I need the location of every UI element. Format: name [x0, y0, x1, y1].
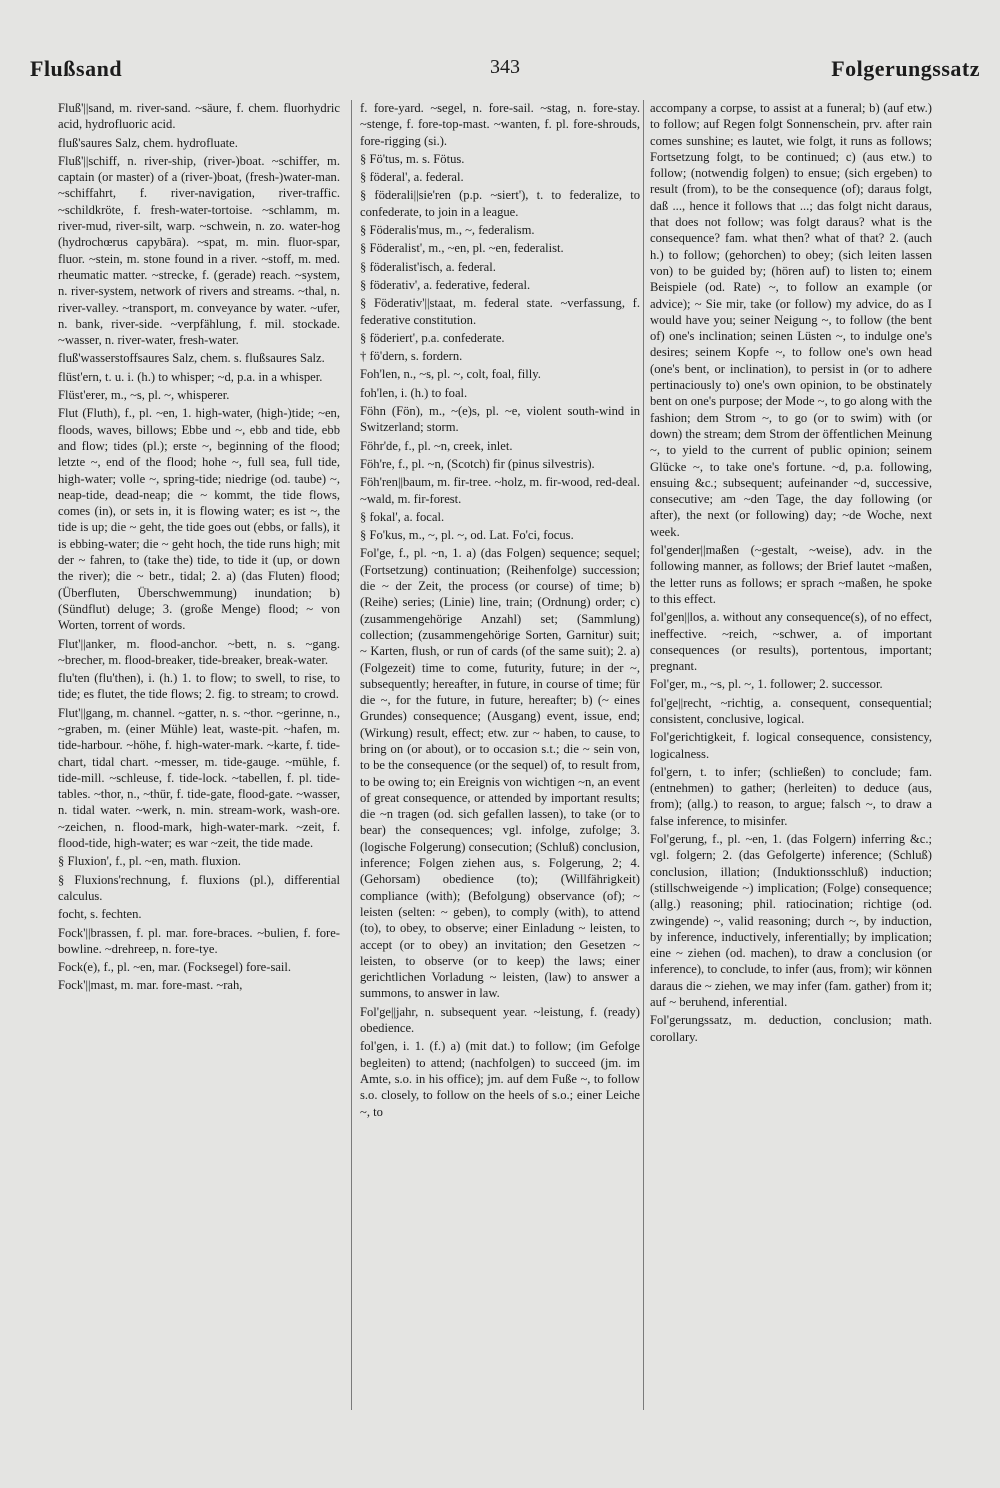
- dictionary-entry: § föderal', a. federal.: [360, 170, 464, 185]
- dictionary-entry: Fock'||mast, m. mar. fore-mast. ~rah,: [58, 978, 243, 993]
- dictionary-entry: Foh'len, n., ~s, pl. ~, colt, foal, filly.: [360, 367, 541, 382]
- dictionary-entry: Fol'ge||jahr, n. subsequent year. ~leistung, f. (ready) obedience.: [360, 1004, 640, 1036]
- dictionary-entry: § Fö'tus, m. s. Fötus.: [360, 151, 465, 166]
- dictionary-entry: § Fo'kus, m., ~, pl. ~, od. Lat. Fo'ci, focus.: [360, 528, 574, 543]
- dictionary-entry: flu'ten (flu'then), i. (h.) 1. to flow; to swell, to rise, to tide; es flutet, the tide flows; 2. fig. to stream; to crowd.: [58, 671, 340, 702]
- dictionary-entry: Flüst'erer, m., ~s, pl. ~, whisperer.: [58, 388, 230, 403]
- dictionary-column-2: [360, 100, 640, 1470]
- dictionary-entry: Flut (Fluth), f., pl. ~en, 1. high-water, (high-)tide; ~en, floods, waves, billows; Ebbe und ~, ebb and tide, ebb and flow; tides (pl.); erste ~, beginning of the flood; letzte ~, end of the flood; hohe ~, full sea, full tide, high-water; volle ~, spring-tide; niedrige (od. taube) ~, neap-tide, dead-neap; die ~ kommt, the tide flows, comes (in), or sets in, it is flowing water; es ist ~, the tide is up; die ~ geht, the tide goes out (ebbs, or falls), it is ebbing-water; die ~ geht hoch, the tide runs high; mit der ~ fahren, to (take the) tide, to tide it (up, or down the river); die ~ betr., tidal; 2. a) (das Fluten) flood; (Überfluten, Überschwemmung) inundation; b) (Sündflut) deluge; 3. (große Menge) flood; ~ von Worten, torrent of words.: [58, 406, 340, 633]
- dictionary-entry: † fö'dern, s. fordern.: [360, 349, 463, 364]
- dictionary-entry: foh'len, i. (h.) to foal.: [360, 385, 468, 400]
- dictionary-entry: f. fore-yard. ~segel, n. fore-sail. ~stag, n. fore-stay. ~stenge, f. fore-top-mast. ~wanten, f. pl. fore-shrouds, fore-rigging (si.).: [360, 101, 640, 148]
- dictionary-entry: Fol'gerichtigkeit, f. logical consequence, consistency, logicalness.: [650, 730, 932, 761]
- dictionary-column-3: [650, 100, 932, 1470]
- dictionary-entry: § Fluxions'rechnung, f. fluxions (pl.), differential calculus.: [58, 872, 340, 903]
- dictionary-entry: § föderativ', a. federative, federal.: [360, 277, 531, 292]
- dictionary-entry: Fol'ger, m., ~s, pl. ~, 1. follower; 2. successor.: [650, 677, 883, 692]
- dictionary-column-1: [58, 100, 340, 1470]
- dictionary-entry: Fol'gerungssatz, m. deduction, conclusion; math. corollary.: [650, 1013, 932, 1044]
- dictionary-entry: § föderalist'isch, a. federal.: [360, 259, 496, 274]
- dictionary-entry: fol'gen||los, a. without any consequence(s), of no effect, ineffective. ~reich, ~schwer, a. of important consequences (or results), portentous, important; pregnant.: [650, 610, 932, 674]
- dictionary-entry: § Föderalis'mus, m., ~, federalism.: [360, 223, 535, 238]
- column-divider: [351, 100, 352, 1410]
- dictionary-entry: Fluß'||schiff, n. river-ship, (river-)boat. ~schiffer, m. captain (or master) of a (river-)boat, (fresh-)water-man. ~schiffahrt, f. river-navigation, river-traffic. ~schildkröte, f. fresh-water-tortoise. ~schlamm, m. river-mud, river-silt, warp. ~schwein, n. zo. water-hog (hydrochœrus capybāra). ~spat, m. min. fluor-spar, fluor. ~stein, m. stone found in a river. ~stoff, m. med. rheumatic matter. ~strecke, f. (gerade) reach. ~system, n. river-system, network of rivers and streams. ~thal, n. river-valley. ~transport, m. conveyance by water. ~ufer, n. bank, river-side. ~verpfählung, f. mil. stockade. ~wasser, n. river-water, fresh-water.: [58, 153, 340, 348]
- dictionary-entry: Fol'ge, f., pl. ~n, 1. a) (das Folgen) sequence; sequel; (Fortsetzung) continuation; (Reihenfolge) succession; die ~ der Zeit, the process (or course) of time; b) (Reihe) series; (Linie) line, train; (Ordnung) order; c) (zusammengehörige Anzahl) set; (Sammlung) collection; (zusammengehörige Sorten, Garnitur) suit; ~ Karten, flush, or run of cards (of the same suit); 2. a) (Folgezeit) time to come, futurity, future; in der ~, subsequently; hereafter, in future, in course of time; für die ~, for the future, in future, hereafter; b) (~ eines Grundes) consequence; (Ausgang) event, issue, end; (Wirkung) result, effect; etw. zur ~ haben, to cause, to bring on (or about), or to occasion s.t.; die ~ sein von, to be the consequence (or the sequel) of, to result from, to be owing to; ein Ereignis von wichtigen ~n, an event of great consequence, or attended by important results; die ~n tragen (od. sich gefallen lassen), to take (or to bear) the consequences; vgl. infolge, zufolge; 3. (logische Folgerung) consecution; (Schluß) conclusion, inference; Folgen ziehen aus, s. Folgerung, 2; 4. (Gehorsam) obedience (to); (Willfährigkeit) compliance (with); (Befolgung) observance (of); ~ leisten (selten: ~ geben), to comply (with), to attend (to), to obey, to observe; einer Einladung ~ leisten, to accept (or to obey) an invitation; den Gesetzen ~ leisten, to observe (or to keep) the laws; einer gerichtlichen Vorladung ~ leisten, (law) to answer a summons, to answer in law.: [360, 546, 640, 1001]
- dictionary-entry: Föhr'de, f., pl. ~n, creek, inlet.: [360, 438, 513, 453]
- dictionary-entry: fluß'saures Salz, chem. hydrofluate.: [58, 135, 238, 150]
- dictionary-entry: Föh're, f., pl. ~n, (Scotch) fir (pinus silvestris).: [360, 456, 595, 471]
- dictionary-entry: fluß'wasserstoffsaures Salz, chem. s. flußsaures Salz.: [58, 351, 325, 366]
- dictionary-entry: accompany a corpse, to assist at a funeral; b) (auf etw.) to follow; auf Regen folgt Sonnenschein, prv. after rain comes sunshine; es lautet, wie folgt, it runs as follows; Fortsetzung folgt, to be continued; c) (aus etw.) to follow; (notwendig folgen) to ensue; (sich ergeben) to result (from), to be the consequence (of); daraus folgt, daß ..., hence it follows that ...; das folgt nicht daraus, that does not follow; was folgt daraus? what is the consequence? fam. what then? what of that? 2. (auch h.) to follow; (gehorchen) to obey; (sich leiten lassen von) to be guided by; (hören auf) to listen to; einem Beispiele (od. Rate) ~, to follow an example (or advice); ~ Sie mir, take (or follow) my advice, do as I would have you; seiner Neigung ~, to follow (the bent of) one's inclination; seinen Lüsten ~, to indulge one's desires; seinem Kopfe ~, to follow one's own head (one's bent, or inclination), to persist in (or to adhere pertinaciously to) one's own opinion, to be obstinately bent on one's purpose; der Mode ~, to go along with the fashion; dem Strom ~, to go (or to swim) with (or down) the stream; dem Strom der öffentlichen Meinung ~, to yield to the current of public opinion; seinem Glücke ~, to take one's fortune. ~d, p.a. following, ensuing &c.; subsequent; aufeinander ~d, successive, consecutive; am ~den Tage, the day following (or after), the next (or following) day; ~de Woche, next week.: [650, 101, 932, 539]
- dictionary-entry: Fluß'||sand, m. river-sand. ~säure, f. chem. fluorhydric acid, hydrofluoric acid.: [58, 101, 340, 132]
- dictionary-entry: § Föderativ'||staat, m. federal state. ~verfassung, f. federative constitution.: [360, 296, 640, 327]
- dictionary-entry: flüst'ern, t. u. i. (h.) to whisper; ~d, p.a. in a whisper.: [58, 369, 323, 384]
- dictionary-entry: Flut'||anker, m. flood-anchor. ~bett, n. s. ~gang. ~brecher, m. flood-breaker, tide-breaker, break-water.: [58, 636, 340, 667]
- dictionary-entry: fol'gen, i. 1. (f.) a) (mit dat.) to follow; (im Gefolge begleiten) to attend; (nachfolgen) to succeed (jm. im Amte, s.o. in his office); jm. auf dem Fuße ~, to follow s.o. closely, to follow on the heels of s.o.; einer Leiche ~, to: [360, 1039, 640, 1119]
- dictionary-entry: fol'ge||recht, ~richtig, a. consequent, consequential; consistent, conclusive, logical.: [650, 695, 932, 726]
- dictionary-entry: fol'gender||maßen (~gestalt, ~weise), adv. in the following manner, as follows; der Brief lautet ~maßen, the letter runs as follows; er sprach ~maßen, he spoke to this effect.: [650, 543, 932, 606]
- dictionary-entry: Flut'||gang, m. channel. ~gatter, n. s. ~thor. ~gerinne, n., ~graben, m. (einer Mühle) leat, waste-pit. ~hafen, m. tide-harbour. ~höhe, f. high-water-mark. ~karte, f. tide-chart, tidal chart. ~messer, m. tide-gauge. ~mühle, f. tide-mill. ~schleuse, f. tide-lock. ~tabellen, f. pl. tide-tables. ~thor, n., ~thür, f. tide-gate, flood-gate. ~wasser, n. tidal water. ~werk, n. min. stream-work, wash-ore. ~zeichen, n. flood-mark, high-water-mark. ~zeit, f. flood-tide, high-water; es war ~zeit, the tide made.: [58, 705, 340, 851]
- dictionary-entry: Föh'ren||baum, m. fir-tree. ~holz, m. fir-wood, red-deal. ~wald, m. fir-forest.: [360, 475, 640, 506]
- column-divider: [643, 100, 644, 1410]
- dictionary-entry: focht, s. fechten.: [58, 907, 142, 922]
- right-guide-word: Folgerungssatz: [831, 56, 980, 81]
- dictionary-entry: Fol'gerung, f., pl. ~en, 1. (das Folgern) inferring &c.; vgl. folgern; 2. (das Gefolgerte) inference; (Schluß) conclusion, illation; (Induktionsschluß) induction; (stillschweigende ~) implication; (Folge) consequence; (allg.) reasoning; phil. ratiocination; richtige (od. zwingende) ~, valid reasoning; durch ~, by induction, by inference, inductively, inferentially; by implication; eine ~ ziehen (od. machen), to draw a conclusion (or inference), to conclude, to infer (aus, from); wir können daraus die ~ ziehen, we may infer (fam. gather) from it; auf ~ beruhend, inferential.: [650, 832, 932, 1010]
- dictionary-entry: § Föderalist', m., ~en, pl. ~en, federalist.: [360, 241, 564, 256]
- dictionary-entry: § föderiert', p.a. confederate.: [360, 330, 505, 345]
- dictionary-entry: fol'gern, t. to infer; (schließen) to conclude; fam. (entnehmen) to gather; (herleiten) to deduce (aus, from); (allg.) to reason, to argue; falsch ~, to draw a false inference, to misinfer.: [650, 764, 932, 828]
- dictionary-entry: § fokal', a. focal.: [360, 509, 445, 524]
- page-number: 343: [490, 56, 520, 78]
- dictionary-entry: Fock(e), f., pl. ~en, mar. (Focksegel) fore-sail.: [58, 960, 292, 975]
- dictionary-entry: § Fluxion', f., pl. ~en, math. fluxion.: [58, 854, 241, 869]
- dictionary-entry: Fock'||brassen, f. pl. mar. fore-braces. ~bulien, f. fore-bowline. ~drehreep, n. fore-tye.: [58, 925, 340, 956]
- dictionary-entry: Föhn (Fön), m., ~(e)s, pl. ~e, violent south-wind in Switzerland; storm.: [360, 404, 640, 435]
- left-guide-word: Flußsand: [30, 56, 123, 81]
- page-header: [30, 50, 980, 90]
- dictionary-entry: § föderali||sie'ren (p.p. ~siert'), t. to federalize, to confederate, to join in a league.: [360, 188, 640, 219]
